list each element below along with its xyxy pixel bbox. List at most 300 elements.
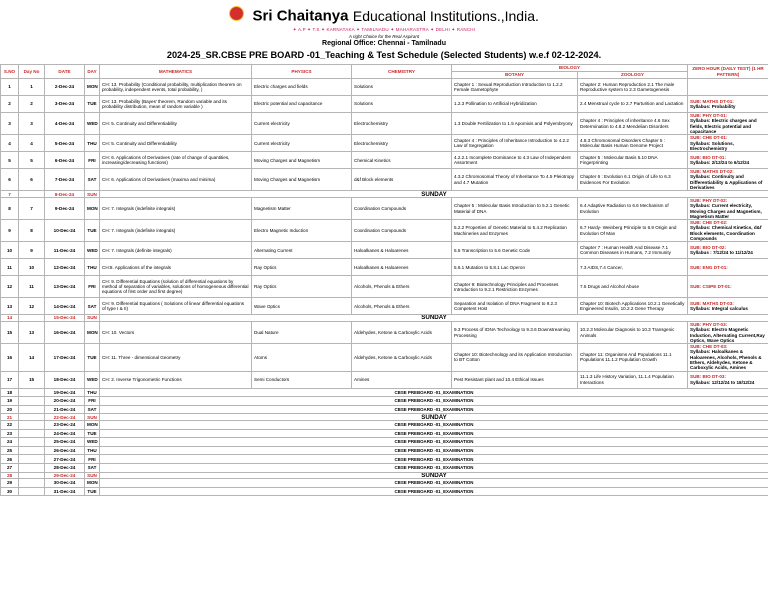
cell-zoology: 4.8.3 Chromosomal Disorders Chapter 5 : Molecular Basis Human Genome Project — [578, 135, 688, 152]
cell-day: THU — [85, 259, 100, 276]
cell-chemistry: Aldehydes, Ketone & Carboxylic Acids — [352, 344, 452, 371]
cell-sno: 3 — [1, 113, 19, 135]
exam-label: CBSE PREBOARD -01_EXAMINATION — [100, 405, 768, 414]
cell-day: MON — [85, 197, 100, 219]
cell-date: 29-Dec-24 — [45, 472, 85, 479]
cell-sno: 4 — [1, 135, 19, 152]
exam-label: CBSE PREBOARD -01_EXAMINATION — [100, 420, 768, 429]
exam-label: CBSE PREBOARD -01_EXAMINATION — [100, 455, 768, 464]
cell-day: MON — [85, 79, 100, 96]
cell-chemistry: Alcohols, Phenols & Ethers — [352, 298, 452, 315]
cell-botany: 4.3.2 Chromosomal Theory of Inheritance To 4.5 Pleiotropy and 4.7 Mutation — [452, 169, 578, 191]
cell-zoology: 7.5 Drugs and Alcohol Abuse — [578, 276, 688, 298]
cell-maths: CH: 7. Integrals (indefinite integrals) — [100, 220, 252, 242]
cell-dayno: 15 — [19, 371, 45, 388]
cell-day: FRI — [85, 152, 100, 169]
exam-label: CBSE PREBOARD -01_EXAMINATION — [100, 479, 768, 488]
cell-dayno — [19, 487, 45, 496]
table-row — [1, 197, 768, 219]
cell-zoology: Chapter 7 : Human Health And Disease 7.1 Common Diseases in Humans, 7.2 Immunity — [578, 242, 688, 259]
zero-hour-subject: SUB: ENG DT-01: — [690, 264, 728, 270]
cell-date: 15-Dec-24 — [45, 315, 85, 322]
cell-physics: Wave Optics — [252, 298, 352, 315]
cell-maths: CH: 7. Integrals (definite integrals) — [100, 242, 252, 259]
cell-sno: 14 — [1, 315, 19, 322]
cell-botany: 1.2.3 Pollination to Artificial Hybridization — [452, 96, 578, 113]
cell-maths: CH:8. Applications of the integrals — [100, 259, 252, 276]
cell-maths: CH: 9. Differential Equations ( Solutions of linear differential equations of type I & II) — [100, 298, 252, 315]
cell-zoology: Chapter 2: Human Reproduction 2.1 The male Reproductive system to 2.3 Gametogenesis — [578, 79, 688, 96]
table-row — [1, 79, 768, 96]
cell-day: MON — [85, 420, 100, 429]
cell-chemistry: Solutions — [352, 96, 452, 113]
cell-day: SAT — [85, 169, 100, 191]
cell-botany: Separation and Isolation of DNA Fragment to 9.2.3 Competent Host — [452, 298, 578, 315]
cell-zero-hour — [688, 298, 768, 315]
cell-sno: 16 — [1, 344, 19, 371]
cell-zoology: Chapter 6 : Evolution 6.1 Origin of Life to 6.3 Evidences For Evolution — [578, 169, 688, 191]
cell-chemistry: Electrochemistry — [352, 135, 452, 152]
cell-sno: 13 — [1, 298, 19, 315]
cell-day: TUE — [85, 96, 100, 113]
cell-botany: Chapter 1 : Sexual Reproduction Introduction to 1.2.2 Female Gametophyte — [452, 79, 578, 96]
cell-sno: 29 — [1, 479, 19, 488]
table-row — [1, 152, 768, 169]
cell-zoology: 6.4 Adaptive Radiation to 6.6 Mechanism of Evolution — [578, 197, 688, 219]
cell-botany: 9.3 Process of rDNA Technology to 9.3.6 Downstreaming Processing — [452, 321, 578, 343]
zero-hour-syllabus: Syllabus: Continuity and Differentiability & Applications of Derivatives — [690, 174, 763, 191]
cell-sno: 11 — [1, 259, 19, 276]
cell-dayno — [19, 191, 45, 198]
cell-day: TUE — [85, 429, 100, 438]
cell-dayno — [19, 472, 45, 479]
cell-zero-hour — [688, 79, 768, 96]
cell-day: WED — [85, 113, 100, 135]
table-row — [1, 479, 768, 488]
cell-dayno: 9 — [19, 242, 45, 259]
cell-dayno — [19, 438, 45, 447]
cell-physics: Electric charges and fields — [252, 79, 352, 96]
col-botany: BOTANY — [452, 72, 578, 79]
cell-botany: Pest Resistant plant and 10.4 Ethical Issues — [452, 371, 578, 388]
cell-zero-hour — [688, 96, 768, 113]
cell-botany: 1.3 Double Fertilization to 1.5 Apomixis and Polyembryony — [452, 113, 578, 135]
cell-date: 23-Dec-24 — [45, 420, 85, 429]
table-row — [1, 371, 768, 388]
cell-chemistry: Haloalkanes & Haloarenes — [352, 242, 452, 259]
zero-hour-syllabus: Syllabus: Current electricity, Moving Charges and Magnetism, Magnetism Matter — [690, 203, 762, 219]
cell-dayno: 4 — [19, 135, 45, 152]
cell-dayno — [19, 429, 45, 438]
table-row — [1, 487, 768, 496]
cell-physics: Ray Optics — [252, 259, 352, 276]
table-row — [1, 298, 768, 315]
cell-day: TUE — [85, 344, 100, 371]
cell-date: 30-Dec-24 — [45, 479, 85, 488]
cell-dayno — [19, 420, 45, 429]
cell-sno: 15 — [1, 321, 19, 343]
cell-day: MON — [85, 479, 100, 488]
cell-maths: CH: 13. Probability (Bayes' theorem, Random variable and its probability distribution, mean of random variable ) — [100, 96, 252, 113]
exam-label: CBSE PREBOARD -01_EXAMINATION — [100, 388, 768, 397]
table-row — [1, 113, 768, 135]
cell-sno: 9 — [1, 220, 19, 242]
cell-date: 5-Dec-24 — [45, 135, 85, 152]
cell-sno: 10 — [1, 242, 19, 259]
sunday-label: SUNDAY — [100, 414, 768, 421]
cell-maths: CH: 13. Probability (Conditional probability, multiplication theorem on probability, independent events, total probability, ) — [100, 79, 252, 96]
cell-date: 14-Dec-24 — [45, 298, 85, 315]
cell-physics: Magnetism Matter — [252, 197, 352, 219]
col-sno: S.NO — [1, 65, 19, 79]
cell-sno: 8 — [1, 197, 19, 219]
cell-dayno — [19, 463, 45, 472]
col-date: DATE — [45, 65, 85, 79]
table-row — [1, 344, 768, 371]
cell-zero-hour — [688, 242, 768, 259]
cell-date: 19-Dec-24 — [45, 388, 85, 397]
zero-hour-syllabus: Syllabus: Electric charges and fields, Electric potential and capacitance — [690, 118, 757, 134]
cell-zero-hour — [688, 276, 768, 298]
cell-physics: Semi Conductors — [252, 371, 352, 388]
cell-sno: 12 — [1, 276, 19, 298]
cell-chemistry: d&f Block elements — [352, 169, 452, 191]
zero-hour-subject: SUB: CSIPE DT-01: — [690, 284, 732, 290]
col-zero-hour: ZERO HOUR (DAILY TEST) (1 HR PATTERN) — [688, 65, 768, 79]
cell-zoology: 10.2.3 Molecular Diagnosis to 10.3 Transgenic Animals — [578, 321, 688, 343]
cell-day: SAT — [85, 405, 100, 414]
cell-chemistry: Electrochemistry — [352, 113, 452, 135]
cell-date: 2-Dec-24 — [45, 79, 85, 96]
exam-label: CBSE PREBOARD -01_EXAMINATION — [100, 487, 768, 496]
cell-day: SUN — [85, 315, 100, 322]
table-row — [1, 388, 768, 397]
cell-zero-hour — [688, 344, 768, 371]
zero-hour-subject: SUB: BIO DT-03: — [690, 374, 726, 380]
cell-maths: CH: 5. Continuity and Differentiability — [100, 113, 252, 135]
table-row — [1, 429, 768, 438]
cell-date: 7-Dec-24 — [45, 169, 85, 191]
cell-date: 26-Dec-24 — [45, 446, 85, 455]
cell-sno: 21 — [1, 414, 19, 421]
cell-date: 13-Dec-24 — [45, 276, 85, 298]
cell-day: WED — [85, 438, 100, 447]
cell-botany: 5.5 Transcription to 5.6 Genetic Code — [452, 242, 578, 259]
cell-zero-hour — [688, 135, 768, 152]
cell-dayno — [19, 405, 45, 414]
zero-hour-subject: SUB: MATHS DT-02: — [690, 169, 734, 175]
zero-hour-subject: SUB: BIO DT-02: — [690, 245, 726, 251]
cell-day: SAT — [85, 463, 100, 472]
cell-sno: 23 — [1, 429, 19, 438]
cell-sno: 22 — [1, 420, 19, 429]
cell-maths: CH: 6. Applications of Derivatives (rate of change of quantities, increasing/decreasing functions) — [100, 152, 252, 169]
states-line: ✦ A.P ✦ T.S ✦ KARNATAKA ✦ TAMILNADU ✦ MAHARASTRA ✦ DELHI ✦ RANCHI — [292, 27, 476, 32]
zero-hour-subject: SUB: PHY DT-02: — [690, 197, 728, 203]
cell-date: 4-Dec-24 — [45, 113, 85, 135]
cell-physics: Alternating Current — [252, 242, 352, 259]
cell-physics: Moving Charges and Magnetism — [252, 169, 352, 191]
zero-hour-syllabus: Syllabus: Chemical Kinetics, d&f Block elements, Coordination Compounds — [690, 225, 762, 242]
cell-zoology: Chapter 4 : Principles of inheritance 4.6 Sex Determination to 4.8.2 Mendelian Disorders — [578, 113, 688, 135]
regional-office: Regional Office: Chennai - Tamilnadu — [322, 40, 446, 47]
cell-sno: 30 — [1, 487, 19, 496]
cell-chemistry: Amines — [352, 371, 452, 388]
cell-zoology: Chapter 10: Biotech Applications 10.2.1 Genetically Engineered Insulin, 10.2.2 Gene Therapy — [578, 298, 688, 315]
cell-day: THU — [85, 135, 100, 152]
cell-physics: Electric potential and capacitance — [252, 96, 352, 113]
cell-physics: Ray Optics — [252, 276, 352, 298]
cell-sno: 26 — [1, 455, 19, 464]
cell-day: WED — [85, 371, 100, 388]
table-row — [1, 135, 768, 152]
cell-date: 10-Dec-24 — [45, 220, 85, 242]
cell-dayno: 3 — [19, 113, 45, 135]
table-row — [1, 242, 768, 259]
cell-physics: Moving Charges and Magnetism — [252, 152, 352, 169]
cell-zoology: 6.7 Hardy- Weinberg Principle to 6.9 Origin and Evolution Of Man — [578, 220, 688, 242]
table-row — [1, 414, 768, 421]
cell-date: 3-Dec-24 — [45, 96, 85, 113]
cell-zero-hour — [688, 371, 768, 388]
cell-day: SUN — [85, 414, 100, 421]
zero-hour-subject: SUB: MATHS DT-03: — [690, 301, 734, 307]
col-day: DAY — [85, 65, 100, 79]
cell-zoology: Chapter 11: Organisms And Populations 11.1 Populations 11.1.2 Population Growth — [578, 344, 688, 371]
cell-dayno: 14 — [19, 344, 45, 371]
cell-botany: Chapter 5 : Molecular Basis Introduction to 5.2.1 Genetic Material of DNA — [452, 197, 578, 219]
zero-hour-subject: SUB: CHE DT-02: — [690, 220, 728, 226]
cell-date: 22-Dec-24 — [45, 414, 85, 421]
cell-date: 9-Dec-24 — [45, 197, 85, 219]
cell-zero-hour — [688, 220, 768, 242]
table-row — [1, 420, 768, 429]
cell-sno: 6 — [1, 169, 19, 191]
cell-chemistry: Haloalkanes & Haloarenes — [352, 259, 452, 276]
cell-botany: Chapter 10: Biotechnology and its Application Introduction to BT Cotton — [452, 344, 578, 371]
zero-hour-subject: SUB: CHE DT-01: — [690, 135, 728, 141]
cell-zero-hour — [688, 197, 768, 219]
cell-date: 31-Dec-24 — [45, 487, 85, 496]
col-chemistry: CHEMISTRY — [352, 65, 452, 79]
sunday-label: SUNDAY — [100, 472, 768, 479]
table-row — [1, 455, 768, 464]
exam-label: CBSE PREBOARD -01_EXAMINATION — [100, 438, 768, 447]
sunday-label: SUNDAY — [100, 315, 768, 322]
cell-dayno: 13 — [19, 321, 45, 343]
brand-name: Sri Chaitanya — [252, 7, 349, 25]
cell-date: 8-Dec-24 — [45, 191, 85, 198]
cell-date: 27-Dec-24 — [45, 455, 85, 464]
cell-sno: 1 — [1, 79, 19, 96]
cell-sno: 5 — [1, 152, 19, 169]
cell-physics: Current electricity — [252, 113, 352, 135]
cell-zoology: 11.1.3 Life History Variation, 11.1.4 Population Interactions — [578, 371, 688, 388]
zero-hour-syllabus: Syllabus : 7/12/24 to 11/12/24 — [690, 250, 753, 256]
page-title: 2024-25_SR.CBSE PRE BOARD -01_Teaching & Test Schedule (Selected Students) w.e.f 02-12-2024. — [166, 50, 602, 60]
cell-date: 24-Dec-24 — [45, 429, 85, 438]
cell-dayno: 11 — [19, 276, 45, 298]
cell-dayno — [19, 479, 45, 488]
cell-day: TUE — [85, 487, 100, 496]
zero-hour-syllabus: Syllabus: Electro Magnetic Induction, Alternating Current,Ray Optics, Wave Optics — [690, 327, 765, 343]
zero-hour-syllabus: Syllabus: 2/12/24 to 6/12/24 — [690, 160, 750, 166]
logo-icon — [229, 6, 244, 21]
brand-rest: Educational Institutions.,India. — [352, 7, 539, 24]
cell-dayno — [19, 455, 45, 464]
cell-day: TUE — [85, 220, 100, 242]
col-biology: BIOLOGY — [452, 65, 688, 72]
zero-hour-syllabus: Syllabus: Probability — [690, 104, 736, 109]
cell-day: WED — [85, 242, 100, 259]
table-row — [1, 397, 768, 406]
cell-maths: CH: 9. Differential Equations (solution of differential equations by method of separation of variables, solutions of homogeneous differential equations of first order and first degree) — [100, 276, 252, 298]
cell-date: 21-Dec-24 — [45, 405, 85, 414]
cell-dayno — [19, 315, 45, 322]
cell-botany: 5.2.2 Properties of Genetic Material to 5.4.2 Replication Machineries and Enzymes — [452, 220, 578, 242]
cell-botany: Chapter 4 : Principles of Inheritance Introduction to 4.2.2 Law of Segregation — [452, 135, 578, 152]
zero-hour-subject: SUB: PHY DT-03: — [690, 321, 728, 327]
table-row — [1, 446, 768, 455]
cell-zoology: Chapter 5 : Molecular Basis 5.10 DNA Fingerprinting — [578, 152, 688, 169]
cell-chemistry: Aldehydes, Ketone & Carboxylic Acids — [352, 321, 452, 343]
col-dayno: Day No — [19, 65, 45, 79]
col-physics: PHYSICS — [252, 65, 352, 79]
cell-sno: 25 — [1, 446, 19, 455]
cell-dayno: 1 — [19, 79, 45, 96]
cell-date: 28-Dec-24 — [45, 463, 85, 472]
sunday-label: SUNDAY — [100, 191, 768, 198]
cell-day: THU — [85, 446, 100, 455]
cell-maths: CH: 5. Continuity and Differentiability — [100, 135, 252, 152]
cell-day: SUN — [85, 472, 100, 479]
cell-date: 12-Dec-24 — [45, 259, 85, 276]
cell-date: 18-Dec-24 — [45, 371, 85, 388]
cell-day: SUN — [85, 191, 100, 198]
cell-zero-hour — [688, 169, 768, 191]
cell-sno: 20 — [1, 405, 19, 414]
cell-date: 6-Dec-24 — [45, 152, 85, 169]
table-row — [1, 220, 768, 242]
zero-hour-subject: SUB: CHE DT-03: — [690, 344, 728, 350]
cell-day: MON — [85, 321, 100, 343]
cell-zoology: 7.3 AIDS,7.4 Cancer, — [578, 259, 688, 276]
tagline: A right Choice for the Real Aspirant — [348, 34, 420, 39]
cell-zero-hour — [688, 113, 768, 135]
table-row — [1, 321, 768, 343]
cell-maths: CH: 7. Integrals (indefinite integrals) — [100, 197, 252, 219]
cell-sno: 18 — [1, 388, 19, 397]
table-row — [1, 191, 768, 198]
cell-dayno — [19, 414, 45, 421]
cell-botany: Chapter 9: Biotechnology Principles and Processes Introduction to 9.2.1 Restriction Enzymes — [452, 276, 578, 298]
cell-day: FRI — [85, 397, 100, 406]
table-row — [1, 276, 768, 298]
zero-hour-syllabus: Syllabus: 12/12/24 to 18/12/24 — [690, 379, 755, 385]
cell-physics: Electro Magnetic Induction — [252, 220, 352, 242]
zero-hour-syllabus: Syllabus: Integral calculus — [690, 306, 748, 312]
cell-physics: Current electricity — [252, 135, 352, 152]
cell-chemistry: Chemical Kinetics — [352, 152, 452, 169]
col-maths: MATHEMATICS — [100, 65, 252, 79]
schedule-body — [1, 79, 768, 496]
cell-dayno: 7 — [19, 197, 45, 219]
cell-sno: 7 — [1, 191, 19, 198]
exam-label: CBSE PREBOARD -01_EXAMINATION — [100, 463, 768, 472]
cell-day: FRI — [85, 276, 100, 298]
table-row — [1, 169, 768, 191]
cell-botany: 4.2.2.1 Incomplete Dominance to 4.3 Law of Independent Assortment — [452, 152, 578, 169]
table-row — [1, 438, 768, 447]
cell-dayno: 10 — [19, 259, 45, 276]
cell-physics: Atoms — [252, 344, 352, 371]
cell-chemistry: Coordination Compounds — [352, 220, 452, 242]
cell-zero-hour — [688, 152, 768, 169]
exam-label: CBSE PREBOARD -01_EXAMINATION — [100, 429, 768, 438]
col-zoology: ZOOLOGY — [578, 72, 688, 79]
cell-dayno: 6 — [19, 169, 45, 191]
table-row — [1, 259, 768, 276]
cell-zero-hour — [688, 321, 768, 343]
cell-date: 25-Dec-24 — [45, 438, 85, 447]
table-row — [1, 405, 768, 414]
cell-chemistry: Solutions — [352, 79, 452, 96]
cell-sno: 2 — [1, 96, 19, 113]
cell-maths: CH: 6. Applications of Derivatives (maxima and minima) — [100, 169, 252, 191]
cell-zoology: 2.4 Menstrual cycle to 2.7 Parturition and Lactation — [578, 96, 688, 113]
cell-botany: 5.6.1 Mutation to 5.8.1 Lac Operon — [452, 259, 578, 276]
cell-zero-hour — [688, 259, 768, 276]
cell-dayno — [19, 446, 45, 455]
cell-date: 17-Dec-24 — [45, 344, 85, 371]
cell-day: FRI — [85, 455, 100, 464]
cell-date: 20-Dec-24 — [45, 397, 85, 406]
exam-label: CBSE PREBOARD -01_EXAMINATION — [100, 446, 768, 455]
cell-maths: CH: 10. Vectors — [100, 321, 252, 343]
zero-hour-syllabus: Syllabus: Haloalkanes & Haloarenes, Alcohols, Phenols & Ethers, Aldehydes, Ketone & Carboxylic Acids, Amines — [690, 349, 762, 371]
table-row — [1, 463, 768, 472]
cell-maths: CH: 2. Inverse Trigonometric Functions — [100, 371, 252, 388]
cell-dayno — [19, 397, 45, 406]
cell-day: THU — [85, 388, 100, 397]
table-row — [1, 472, 768, 479]
cell-dayno: 12 — [19, 298, 45, 315]
cell-sno: 28 — [1, 472, 19, 479]
zero-hour-subject: SUB: PHY DT-01: — [690, 113, 728, 118]
cell-sno: 19 — [1, 397, 19, 406]
cell-dayno: 2 — [19, 96, 45, 113]
header — [0, 0, 768, 64]
cell-date: 11-Dec-24 — [45, 242, 85, 259]
cell-sno: 17 — [1, 371, 19, 388]
cell-physics: Dual Nature — [252, 321, 352, 343]
zero-hour-syllabus: Syllabus: Solutions, Electrochemistry — [690, 140, 734, 151]
cell-sno: 24 — [1, 438, 19, 447]
cell-sno: 27 — [1, 463, 19, 472]
cell-chemistry: Alcohols, Phenols & Ethers — [352, 276, 452, 298]
cell-day: SAT — [85, 298, 100, 315]
schedule-table — [0, 64, 768, 496]
cell-maths: CH: 11. Three - dimensional Geometry — [100, 344, 252, 371]
cell-dayno: 8 — [19, 220, 45, 242]
table-row — [1, 315, 768, 322]
zero-hour-subject: SUB: BIO DT-01: — [690, 154, 726, 160]
cell-date: 16-Dec-24 — [45, 321, 85, 343]
brand-row — [0, 7, 768, 29]
cell-dayno: 5 — [19, 152, 45, 169]
cell-dayno — [19, 388, 45, 397]
zero-hour-subject: SUB: MATHS DT-01: — [690, 98, 734, 104]
